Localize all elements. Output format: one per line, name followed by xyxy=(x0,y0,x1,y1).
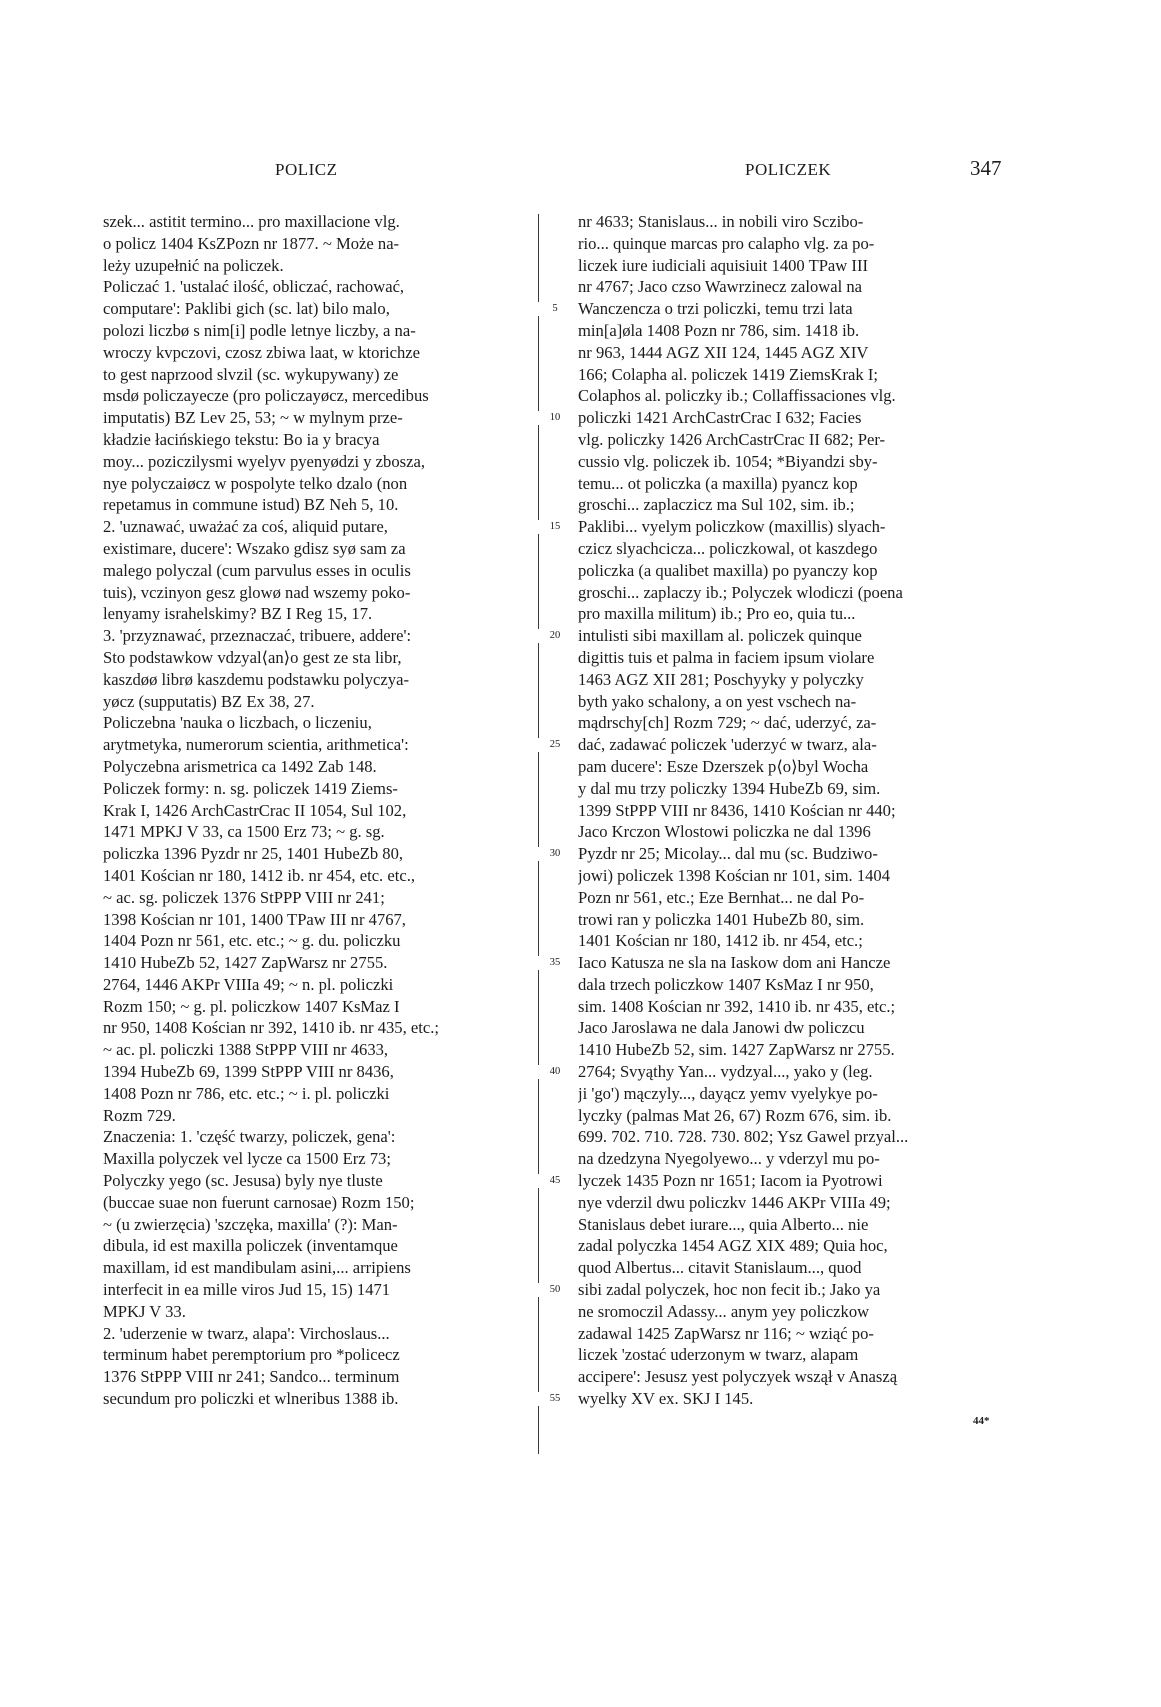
text-line: Jaco Krczon Wlostowi policzka ne dal 1396 xyxy=(578,822,871,842)
text-line: jowi) policzek 1398 Kościan nr 101, sim. 1404 xyxy=(578,865,891,885)
text-line: vlg. policzky 1426 ArchCastrCrac II 682; Per- xyxy=(578,429,886,449)
right-text-column xyxy=(578,211,1003,1410)
text-line: groschi... zaplaczicz ma Sul 102, sim. ib.; xyxy=(578,495,855,515)
text-line: 1399 StPPP VIII nr 8436, 1410 Kościan nr 440; xyxy=(578,800,896,820)
text-line: (buccae suae non fuerunt carnosae) Rozm 150; xyxy=(103,1192,415,1212)
text-line: 2. 'uderzenie w twarz, alapa': Virchoslaus... xyxy=(103,1323,390,1343)
text-line: leży uzupełnić na policzek. xyxy=(103,255,284,275)
text-line: trowi ran y policzka 1401 HubeZb 80, sim. xyxy=(578,909,865,929)
text-line: czicz slyachcicza... policzkowal, ot kaszdego xyxy=(578,538,878,558)
text-line: dać, zadawać policzek 'uderzyć w twarz, ala- xyxy=(578,735,877,755)
text-line: min[a]øla 1408 Pozn nr 786, sim. 1418 ib. xyxy=(578,320,860,340)
text-line: zadawal 1425 ZapWarsz nr 116; ~ wziąć po- xyxy=(578,1323,874,1343)
text-line: computare': Paklibi gich (sc. lat) bilo malo, xyxy=(103,299,390,319)
text-line: Krak I, 1426 ArchCastrCrac II 1054, Sul 102, xyxy=(103,800,407,820)
text-line: zadal polyczka 1454 AGZ XIX 489; Quia hoc, xyxy=(578,1236,888,1256)
text-line: ji 'go') mączyly..., dayącz yemv vyelykye po- xyxy=(578,1083,878,1103)
text-line: moy... poziczilysmi wyelyv pyenyødzi y zbosza, xyxy=(103,451,425,471)
text-line: to gest naprzood slvzil (sc. wykupywany) ze xyxy=(103,364,399,384)
text-line: temu... ot policzka (a maxilla) pyancz kop xyxy=(578,473,858,493)
running-head-left: POLICZ xyxy=(275,160,338,179)
text-line: MPKJ V 33. xyxy=(103,1301,186,1321)
text-line: maxillam, id est mandibulam asini,... arripiens xyxy=(103,1258,411,1278)
text-line: Policzać 1. 'ustalać ilość, obliczać, rachować, xyxy=(103,277,405,297)
line-number: 30 xyxy=(538,847,572,861)
text-line: 2. 'uznawać, uważać za coś, aliquid putare, xyxy=(103,517,388,537)
text-line: nr 4633; Stanislaus... in nobili viro Sczibo- xyxy=(578,212,864,231)
printer-signature-mark: 44* xyxy=(973,1415,990,1427)
text-line: 1410 HubeZb 52, sim. 1427 ZapWarsz nr 2755. xyxy=(578,1040,895,1060)
text-line: na dzedzyna Nyegolyewo... y vderzyl mu po- xyxy=(578,1149,880,1169)
text-line: 1463 AGZ XII 281; Poschyyky y polyczky xyxy=(578,669,864,689)
text-line: msdø policzayecze (pro policzayøcz, mercedibus xyxy=(103,386,429,406)
text-line: Jaco Jaroslawa ne dala Janowi dw policzcu xyxy=(578,1018,865,1038)
text-line: Policzek formy: n. sg. policzek 1419 Ziems- xyxy=(103,778,398,798)
text-line: Sto podstawkow vdzyal⟨an⟩o gest ze sta libr, xyxy=(103,647,402,667)
text-line: Iaco Katusza ne sla na Iaskow dom ani Hancze xyxy=(578,953,891,973)
text-line: cussio vlg. policzek ib. 1054; *Biyandzi sby- xyxy=(578,451,878,471)
text-line: wroczy kvpczovi, czosz zbiwa laat, w ktorichze xyxy=(103,342,420,362)
text-line: ne sromoczil Adassy... anym yey policzkow xyxy=(578,1301,870,1321)
line-number: 50 xyxy=(538,1283,572,1297)
text-line: nr 963, 1444 AGZ XII 124, 1445 AGZ XIV xyxy=(578,342,869,362)
text-line: nye polyczaiøcz w pospolyte telko dzalo (non xyxy=(103,473,408,493)
text-line: Rozm 150; ~ g. pl. policzkow 1407 KsMaz I xyxy=(103,996,400,1016)
text-line: liczek iure iudiciali aquisiuit 1400 TPaw III xyxy=(578,255,869,275)
text-line: wyelky XV ex. SKJ I 145. xyxy=(578,1389,754,1409)
text-line: Policzebna 'nauka o liczbach, o liczeniu, xyxy=(103,713,372,733)
text-line: tuis), vczinyon gesz glowø nad wszemy poko- xyxy=(103,582,411,602)
text-line: 1404 Pozn nr 561, etc. etc.; ~ g. du. policzku xyxy=(103,931,401,951)
text-line: policzki 1421 ArchCastrCrac I 632; Facies xyxy=(578,408,862,428)
text-line: lyczek 1435 Pozn nr 1651; Iacom ia Pyotrowi xyxy=(578,1171,883,1191)
text-line: Polyczebna arismetrica ca 1492 Zab 148. xyxy=(103,756,377,776)
text-line: nye vderzil dwu policzkv 1446 AKPr VIIIa 49; xyxy=(578,1192,891,1212)
text-line: 1410 HubeZb 52, 1427 ZapWarsz nr 2755. xyxy=(103,953,388,973)
text-line: accipere': Jesusz yest polyczyek wszął v Anaszą xyxy=(578,1367,898,1387)
text-line: polozi liczbø s nim[i] podle letnye liczby, a na- xyxy=(103,320,416,340)
text-line: rio... quinque marcas pro calapho vlg. za po- xyxy=(578,233,875,253)
text-line: 1471 MPKJ V 33, ca 1500 Erz 73; ~ g. sg. xyxy=(103,822,385,842)
line-number: 10 xyxy=(538,411,572,425)
running-head-right: POLICZEK xyxy=(745,160,832,179)
text-line: o policz 1404 KsZPozn nr 1877. ~ Może na- xyxy=(103,233,400,253)
line-number: 55 xyxy=(538,1392,572,1406)
text-line: imputatis) BZ Lev 25, 53; ~ w mylnym prze- xyxy=(103,408,403,428)
text-line: quod Albertus... citavit Stanislaum..., quod xyxy=(578,1258,862,1278)
text-line: existimare, ducere': Wszako gdisz syø sam za xyxy=(103,538,406,558)
text-line: Pyzdr nr 25; Micolay... dal mu (sc. Budziwo- xyxy=(578,844,878,864)
text-line: terminum habet peremptorium pro *policecz xyxy=(103,1345,400,1365)
line-number: 15 xyxy=(538,520,572,534)
text-line: lyczky (palmas Mat 26, 67) Rozm 676, sim. ib. xyxy=(578,1105,892,1125)
text-line: Pozn nr 561, etc.; Eze Bernhat... ne dal Po- xyxy=(578,887,865,907)
text-line: pam ducere': Esze Dzerszek p⟨o⟩byl Wocha xyxy=(578,756,869,776)
left-text-column xyxy=(103,211,528,1410)
text-line: Rozm 729. xyxy=(103,1105,176,1125)
text-line: ~ (u zwierzęcia) 'szczęka, maxilla' (?): Man- xyxy=(103,1214,398,1234)
text-line: nr 4767; Jaco czso Wawrzinecz zalowal na xyxy=(578,277,863,297)
line-number: 20 xyxy=(538,629,572,643)
text-line: policzka (a qualibet maxilla) po pyanczy kop xyxy=(578,560,878,580)
text-line: dala trzech policzkow 1407 KsMaz I nr 950, xyxy=(578,974,874,994)
text-line: 2764, 1446 AKPr VIIIa 49; ~ n. pl. policzki xyxy=(103,974,394,994)
text-line: interfecit in ea mille viros Jud 15, 15) 1471 xyxy=(103,1280,391,1300)
text-line: arytmetyka, numerorum scientia, arithmetica': xyxy=(103,735,409,755)
text-line: sim. 1408 Kościan nr 392, 1410 ib. nr 435, etc.; xyxy=(578,996,896,1016)
text-line: repetamus in commune istud) BZ Neh 5, 10. xyxy=(103,495,399,515)
text-line: 1401 Kościan nr 180, 1412 ib. nr 454, etc.; xyxy=(578,931,863,951)
text-line: szek... astitit termino... pro maxillacione vlg. xyxy=(103,212,400,231)
text-line: 1398 Kościan nr 101, 1400 TPaw III nr 4767, xyxy=(103,909,406,929)
text-line: policzka 1396 Pyzdr nr 25, 1401 HubeZb 80, xyxy=(103,844,404,864)
text-line: malego polyczal (cum parvulus esses in oculis xyxy=(103,560,411,580)
text-line: groschi... zaplaczy ib.; Polyczek wlodiczi (poena xyxy=(578,582,903,602)
text-line: dibula, id est maxilla policzek (inventamque xyxy=(103,1236,398,1256)
page-number: 347 xyxy=(970,156,1002,180)
text-line: 3. 'przyznawać, przeznaczać, tribuere, addere': xyxy=(103,626,412,646)
line-number: 40 xyxy=(538,1065,572,1079)
text-line: ~ ac. pl. policzki 1388 StPPP VIII nr 4633, xyxy=(103,1040,389,1060)
text-line: mądrschy[ch] Rozm 729; ~ dać, uderzyć, za- xyxy=(578,713,877,733)
line-number: 5 xyxy=(538,302,572,316)
text-line: 699. 702. 710. 728. 730. 802; Ysz Gawel przyal... xyxy=(578,1127,909,1147)
line-number: 45 xyxy=(538,1174,572,1188)
text-line: 166; Colapha al. policzek 1419 ZiemsKrak I; xyxy=(578,364,878,384)
line-number: 25 xyxy=(538,738,572,752)
text-line: nr 950, 1408 Kościan nr 392, 1410 ib. nr 435, etc.; xyxy=(103,1018,439,1038)
text-line: Polyczky yego (sc. Jesusa) byly nye tluste xyxy=(103,1171,383,1191)
text-line: ~ ac. sg. policzek 1376 StPPP VIII nr 241; xyxy=(103,887,385,907)
line-number-gutter xyxy=(538,211,572,1456)
text-line: Paklibi... vyelym policzkow (maxillis) slyach- xyxy=(578,517,886,537)
text-line: lenyamy israhelskimy? BZ I Reg 15, 17. xyxy=(103,604,373,624)
text-line: Stanislaus debet iurare..., quia Alberto... nie xyxy=(578,1214,869,1234)
text-line: yøcz (supputatis) BZ Ex 38, 27. xyxy=(103,691,315,711)
text-line: y dal mu trzy policzky 1394 HubeZb 69, sim. xyxy=(578,778,881,798)
text-line: Znaczenia: 1. 'część twarzy, policzek, gena': xyxy=(103,1127,396,1147)
text-line: 1376 StPPP VIII nr 241; Sandco... terminum xyxy=(103,1367,400,1387)
text-line: liczek 'zostać uderzonym w twarz, alapam xyxy=(578,1345,859,1365)
text-line: Colaphos al. policzky ib.; Collaffissaciones vlg. xyxy=(578,386,896,406)
text-line: intulisti sibi maxillam al. policzek quinque xyxy=(578,626,862,646)
text-line: 1401 Kościan nr 180, 1412 ib. nr 454, etc. etc., xyxy=(103,865,415,885)
text-line: Maxilla polyczek vel lycze ca 1500 Erz 73; xyxy=(103,1149,391,1169)
text-line: 2764; Svyąthy Yan... vydzyal..., yako y (leg. xyxy=(578,1062,873,1082)
text-line: digittis tuis et palma in faciem ipsum violare xyxy=(578,647,875,667)
line-number: 35 xyxy=(538,956,572,970)
text-line: secundum pro policzki et wlneribus 1388 ib. xyxy=(103,1389,399,1409)
text-line: 1394 HubeZb 69, 1399 StPPP VIII nr 8436, xyxy=(103,1062,394,1082)
text-line: pro maxilla militum) ib.; Pro eo, quia tu... xyxy=(578,604,856,624)
text-line: sibi zadal polyczek, hoc non fecit ib.; Jako ya xyxy=(578,1280,881,1300)
text-line: kaszdøø librø kaszdemu podstawku polyczya- xyxy=(103,669,409,689)
text-line: Wanczencza o trzi policzki, temu trzi lata xyxy=(578,299,853,319)
text-line: byth yako schalony, a on yest vschech na- xyxy=(578,691,857,711)
text-line: 1408 Pozn nr 786, etc. etc.; ~ i. pl. policzki xyxy=(103,1083,390,1103)
text-line: kładzie łacińskiego tekstu: Bo ia y bracya xyxy=(103,429,380,449)
